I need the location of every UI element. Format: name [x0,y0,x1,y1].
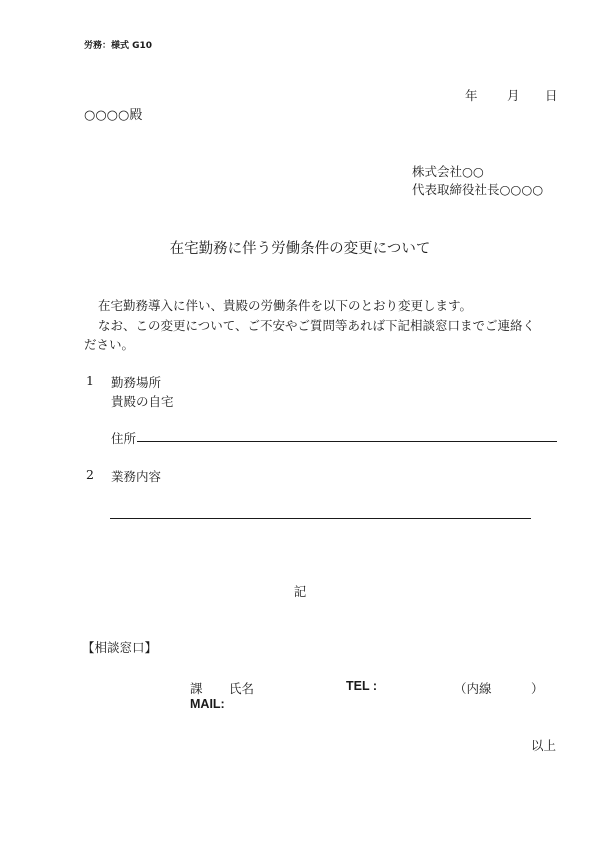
date-year-label: 年 [465,88,478,103]
item-1-number: 1 [86,373,94,388]
body-line-2: なお、この変更について、ご不安やご質問等あれば下記相談窓口までご連絡く [98,318,536,333]
item-1-value: 貴殿の自宅 [111,394,174,409]
name-label: 氏名 [229,681,255,696]
form-id: 労務：様式 G10 [84,41,153,51]
address-label: 住所 [111,431,137,446]
extension-label: （内線 [454,681,492,696]
section-label: 課 [190,681,203,696]
tel-label: TEL : [346,679,378,693]
date-month-label: 月 [507,88,520,103]
item-2-number: 2 [86,467,94,482]
date-day-label: 日 [545,88,558,103]
address-blank-line [137,441,557,442]
item-2-heading: 業務内容 [111,469,162,484]
document-title: 在宅勤務に伴う労働条件の変更について [169,241,431,257]
consultation-heading: 【相談窓口】 [82,640,158,655]
sender-representative: 代表取締役社長○○○○ [412,182,544,197]
mail-label: MAIL: [190,697,225,711]
sender-company: 株式会社○○ [412,164,484,179]
job-content-blank-line [110,518,531,519]
item-1-heading: 勤務場所 [111,375,162,390]
closing-mark: 以上 [531,738,557,753]
extension-close: ） [531,681,544,696]
body-line-1: 在宅勤務導入に伴い、貴殿の労働条件を以下のとおり変更します。 [98,298,473,313]
body-line-3: ださい。 [84,337,135,352]
addressee: ○○○○殿 [84,108,143,123]
ki-marker: 記 [293,584,307,599]
